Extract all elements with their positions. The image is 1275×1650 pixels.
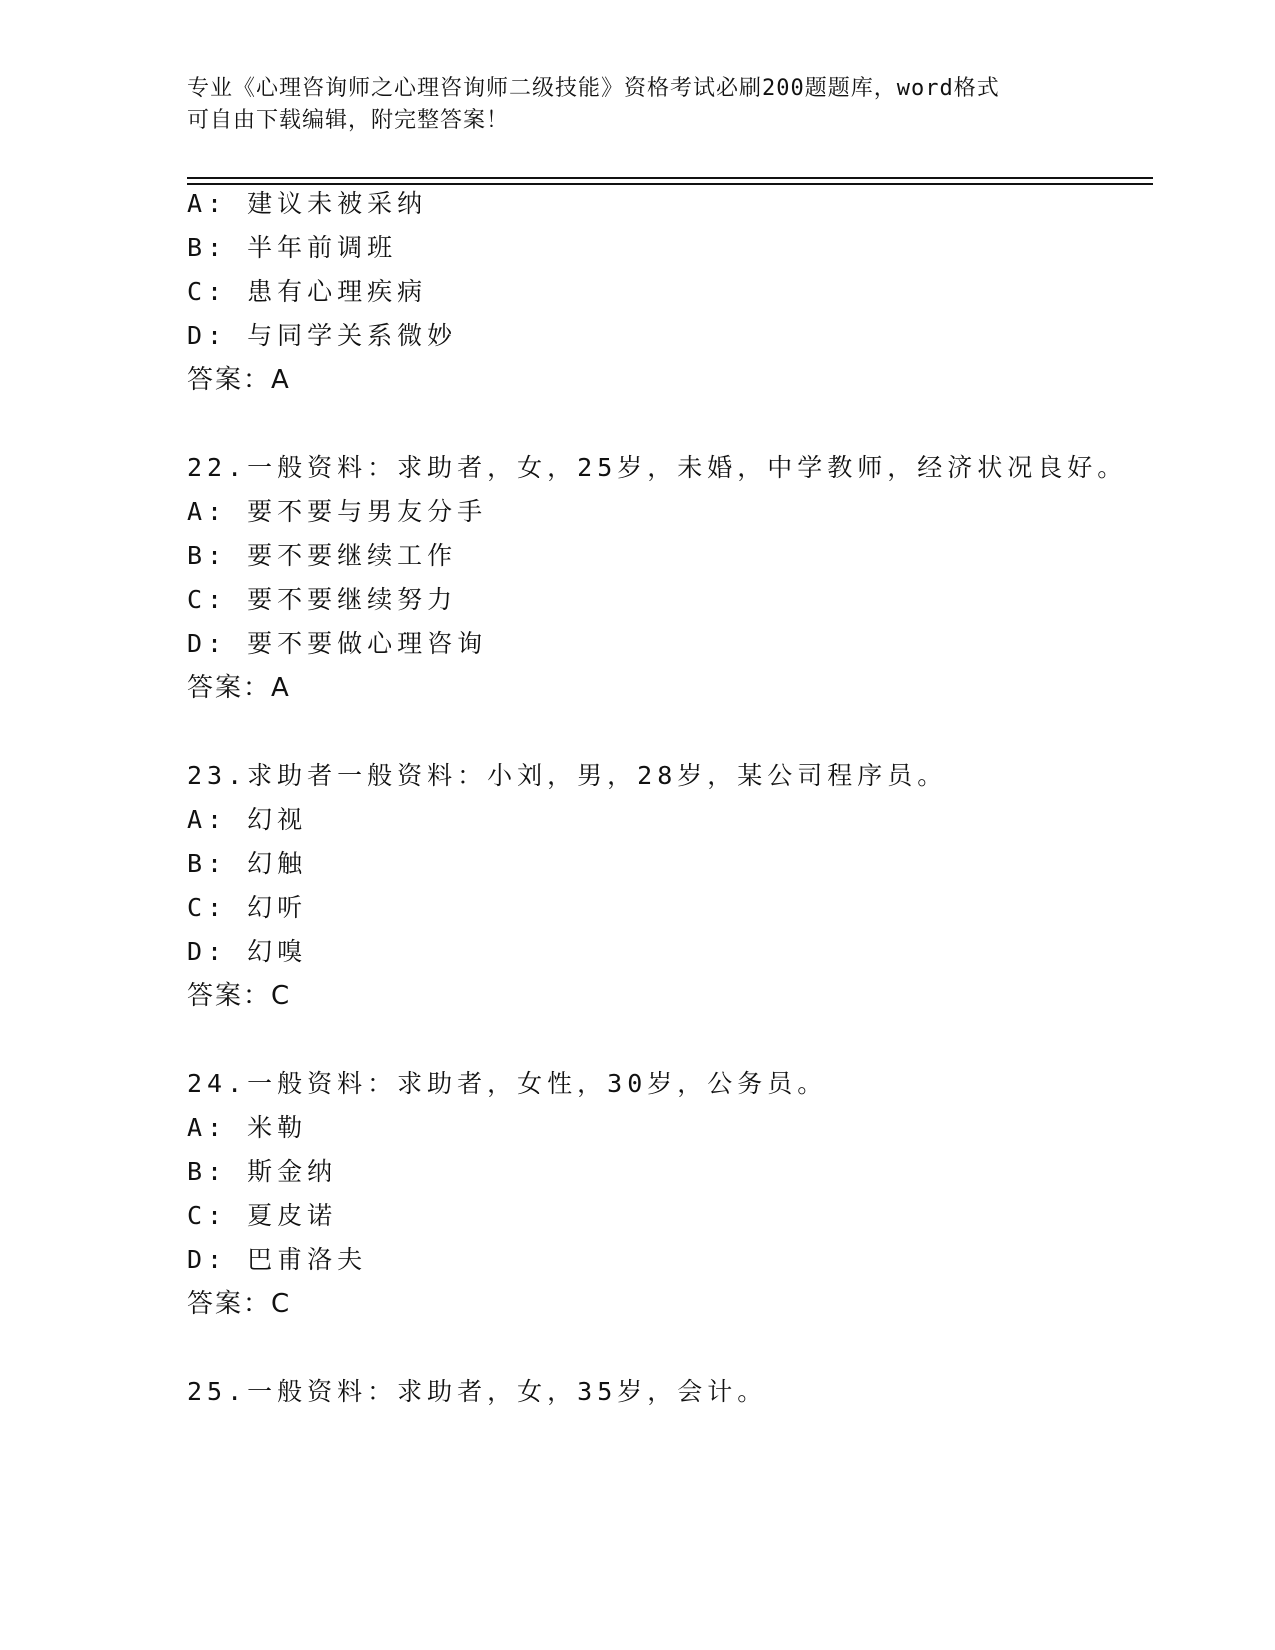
q24-option-c: C: 夏皮诺 <box>187 1201 338 1230</box>
q21-option-a: A: 建议未被采纳 <box>187 189 428 218</box>
header-rule-top <box>187 177 1153 179</box>
q22-option-b: B: 要不要继续工作 <box>187 541 458 570</box>
q22-option-c: C: 要不要继续努力 <box>187 585 458 614</box>
q24-option-d: D: 巴甫洛夫 <box>187 1245 368 1274</box>
q21-option-d: D: 与同学关系微妙 <box>187 321 458 350</box>
q23-answer: 答案：C <box>187 981 292 1011</box>
q22-option-a: A: 要不要与男友分手 <box>187 497 488 526</box>
q21-option-b: B: 半年前调班 <box>187 233 398 262</box>
q23-option-b: B: 幻触 <box>187 849 308 878</box>
q24-option-b: B: 斯金纳 <box>187 1157 338 1186</box>
header-line-2: 可自由下载编辑，附完整答案！ <box>187 108 510 133</box>
q21-option-c: C: 患有心理疾病 <box>187 277 428 306</box>
q22-question: 22.一般资料：求助者，女，25岁，未婚，中学教师，经济状况良好。 <box>187 453 1128 482</box>
q22-answer: 答案：A <box>187 673 291 703</box>
q25-question: 25.一般资料：求助者，女，35岁，会计。 <box>187 1377 768 1406</box>
document-header <box>187 73 1077 137</box>
header-rule-bottom <box>187 183 1153 185</box>
q22-option-d: D: 要不要做心理咨询 <box>187 629 488 658</box>
q21-answer: 答案：A <box>187 365 291 395</box>
header-line-1: 专业《心理咨询师之心理咨询师二级技能》资格考试必刷200题题库，word格式 <box>187 76 1000 101</box>
q23-option-d: D: 幻嗅 <box>187 937 308 966</box>
q24-answer: 答案：C <box>187 1289 292 1319</box>
q24-question: 24.一般资料：求助者，女性，30岁，公务员。 <box>187 1069 828 1098</box>
q23-question: 23.求助者一般资料：小刘，男，28岁，某公司程序员。 <box>187 761 948 790</box>
q24-option-a: A: 米勒 <box>187 1113 308 1142</box>
q23-option-c: C: 幻听 <box>187 893 308 922</box>
q23-option-a: A: 幻视 <box>187 805 308 834</box>
